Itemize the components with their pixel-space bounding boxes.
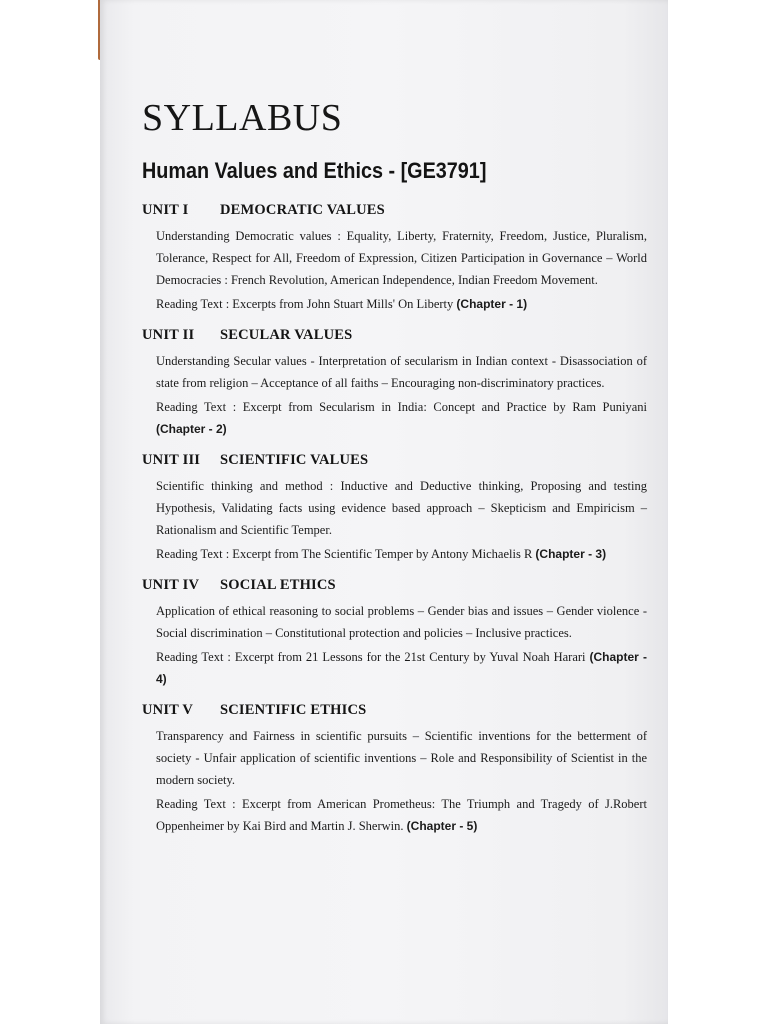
page-title: SYLLABUS — [142, 97, 343, 139]
unit-section-4 — [142, 577, 647, 690]
reading-text-label: Reading Text : Excerpts from John Stuart Mills' On Liberty — [156, 297, 454, 312]
unit-name: DEMOCRATIC VALUES — [220, 202, 385, 219]
chapter-ref: (Chapter - 1) — [456, 297, 528, 312]
page-content — [142, 98, 647, 849]
reading-text — [156, 793, 647, 837]
unit-section-1 — [142, 202, 647, 315]
unit-body — [142, 350, 647, 440]
unit-description: Scientific thinking and method : Inductive and Deductive thinking, Proposing and testing Hypothesis, Validating facts using evidence based approach – Skepticism and Empiricism – Rationalism and Scientific Temper. — [156, 479, 647, 538]
unit-label: UNIT IV — [142, 577, 200, 594]
unit-label: UNIT II — [142, 327, 195, 344]
unit-description: Transparency and Fairness in scientific pursuits – Scientific inventions for the betterment of society - Unfair application of scientific inventions – Role and Responsibility of Scientist in the modern society. — [156, 729, 647, 788]
unit-body — [142, 225, 647, 315]
unit-description: Understanding Democratic values : Equality, Liberty, Fraternity, Freedom, Justice, Pluralism, Tolerance, Respect for All, Freedom of Expression, Citizen Participation in Governance – World Democracies : French Revolution, American Independence, Indian Freedom Movement. — [156, 229, 647, 288]
unit-body — [142, 475, 647, 565]
unit-heading — [142, 202, 647, 219]
unit-name: SECULAR VALUES — [220, 327, 353, 344]
course-title: Human Values and Ethics - [GE3791] — [142, 157, 487, 183]
reading-text — [156, 293, 647, 315]
chapter-ref: (Chapter - 4) — [156, 650, 648, 687]
unit-description: Understanding Secular values - Interpretation of secularism in Indian context - Disassociation of state from religion – Acceptance of all faiths – Encouraging non-discriminatory practices. — [156, 354, 647, 391]
reading-text — [156, 396, 647, 440]
unit-section-3 — [142, 452, 647, 565]
unit-label: UNIT III — [142, 452, 201, 469]
unit-label: UNIT I — [142, 202, 189, 219]
reading-text — [156, 646, 647, 690]
unit-section-5 — [142, 702, 647, 837]
chapter-ref: (Chapter - 2) — [156, 422, 227, 437]
unit-body — [142, 600, 647, 690]
unit-body — [142, 725, 647, 837]
unit-name: SCIENTIFIC ETHICS — [220, 702, 367, 719]
reading-text-label: Reading Text : Excerpt from The Scientific Temper by Antony Michaelis R — [156, 547, 533, 562]
unit-description: Application of ethical reasoning to social problems – Gender bias and issues – Gender violence - Social discrimination – Constitutional protection and policies – Inclusive practices. — [156, 604, 647, 641]
unit-heading — [142, 452, 647, 469]
reading-text — [156, 543, 647, 565]
unit-name: SCIENTIFIC VALUES — [220, 452, 369, 469]
unit-section-2 — [142, 327, 647, 440]
unit-heading — [142, 327, 647, 344]
chapter-ref: (Chapter - 5) — [406, 819, 478, 834]
unit-label: UNIT V — [142, 702, 194, 719]
reading-text-label: Reading Text : Excerpt from American Prometheus: The Triumph and Tragedy of J.Robert Oppenheimer by Kai Bird and Martin J. Sherwin. — [156, 797, 647, 834]
unit-name: SOCIAL ETHICS — [220, 577, 336, 594]
reading-text-label: Reading Text : Excerpt from 21 Lessons for the 21st Century by Yuval Noah Harari — [156, 650, 586, 665]
unit-heading — [142, 577, 647, 594]
chapter-ref: (Chapter - 3) — [535, 547, 607, 562]
unit-heading — [142, 702, 647, 719]
document-page — [100, 0, 668, 1024]
reading-text-label: Reading Text : Excerpt from Secularism in India: Concept and Practice by Ram Puniyani — [156, 400, 647, 415]
